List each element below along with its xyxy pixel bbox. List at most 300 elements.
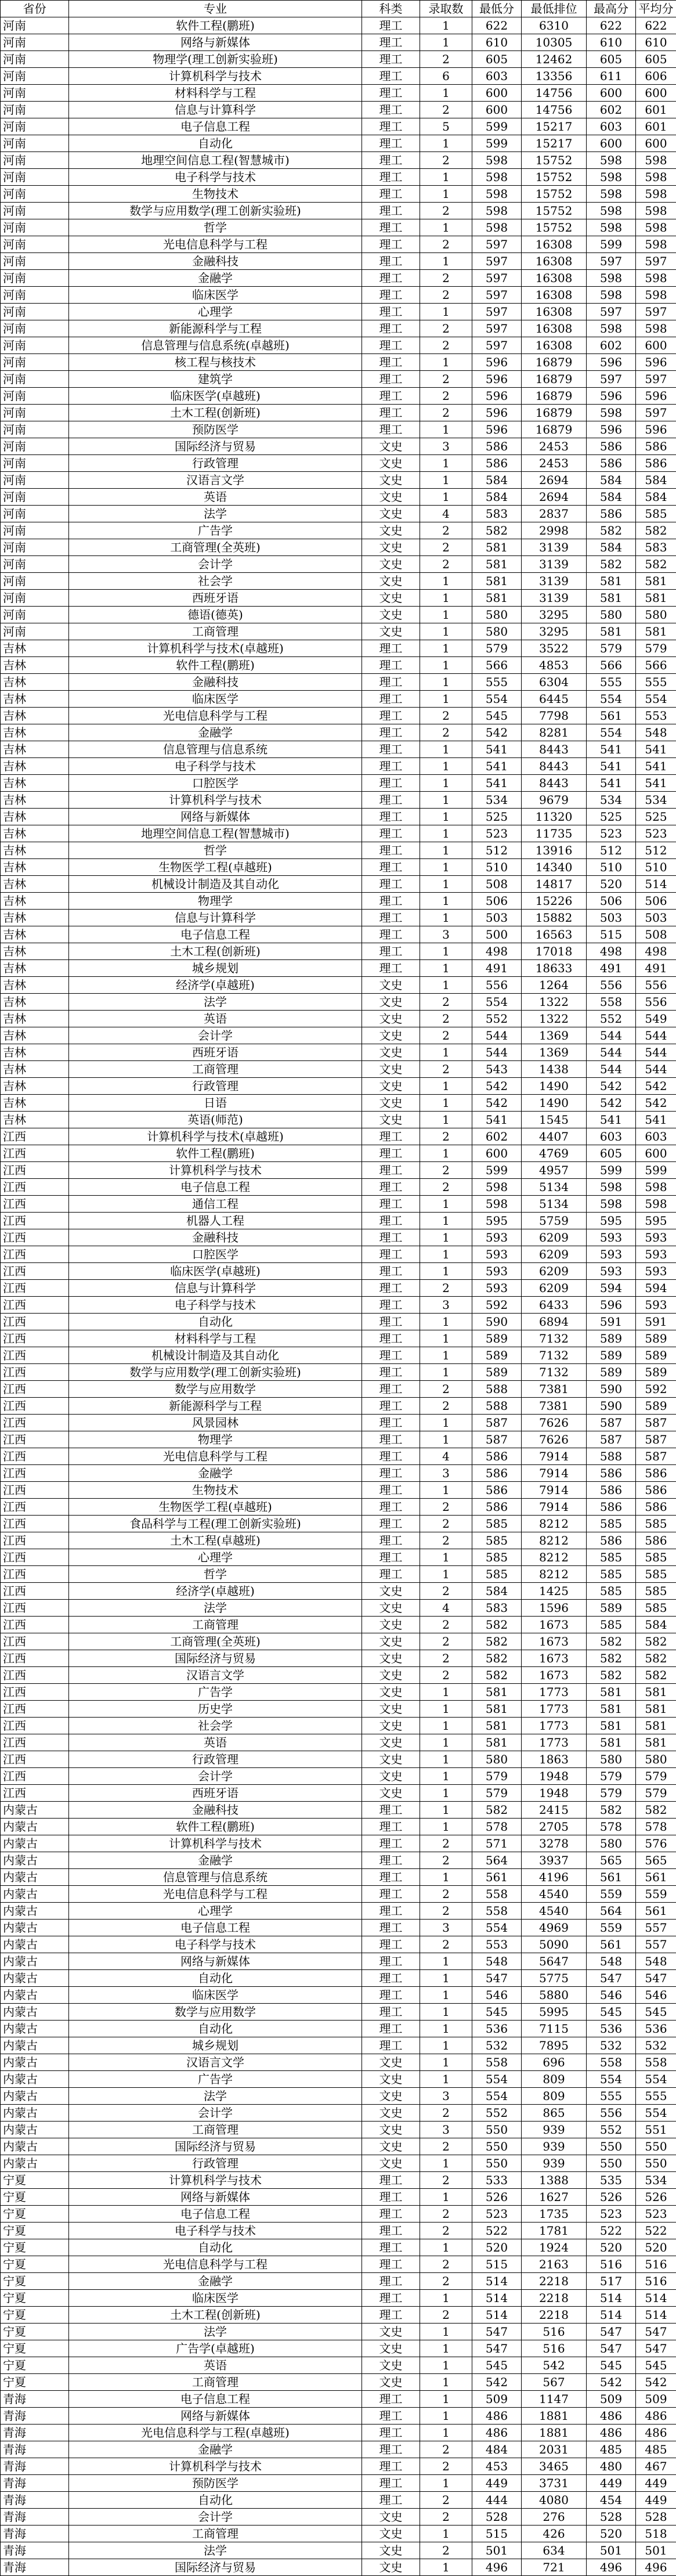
major-cell: 法学 [69,506,362,522]
category-cell: 文史 [362,1583,420,1600]
category-cell: 理工 [362,1314,420,1330]
major-cell: 地理空间信息工程(智慧城市) [69,825,362,842]
min-score-cell: 542 [472,2374,522,2391]
header-category: 科类 [362,1,420,17]
min-score-cell: 545 [472,708,522,724]
avg-score-cell: 598 [636,236,676,253]
max-score-cell: 552 [587,2122,636,2138]
province-cell: 宁夏 [1,2307,69,2324]
admitted-count-cell: 1 [420,2391,472,2408]
max-score-cell: 622 [587,17,636,34]
avg-score-cell: 549 [636,1011,676,1027]
min-score-cell: 544 [472,1044,522,1061]
max-score-cell: 580 [587,1835,636,1852]
min-score-cell: 453 [472,2458,522,2475]
avg-score-cell: 585 [636,1516,676,1532]
major-cell: 自动化 [69,2021,362,2037]
admitted-count-cell: 4 [420,506,472,522]
province-cell: 宁夏 [1,2357,69,2374]
table-row [1,2475,676,2492]
avg-score-cell: 526 [636,2189,676,2206]
province-cell: 河南 [1,287,69,304]
avg-score-cell: 598 [636,186,676,203]
min-rank-cell: 4196 [522,1869,587,1886]
admitted-count-cell: 2 [420,1633,472,1650]
province-cell: 河南 [1,489,69,506]
province-cell: 河南 [1,17,69,34]
max-score-cell: 595 [587,1213,636,1229]
max-score-cell: 579 [587,640,636,657]
avg-score-cell: 544 [636,1044,676,1061]
table-row [1,270,676,287]
major-cell: 数学与应用数学 [69,2004,362,2021]
min-score-cell: 622 [472,17,522,34]
avg-score-cell: 581 [636,1734,676,1751]
province-cell: 河南 [1,253,69,270]
major-cell: 英语 [69,2357,362,2374]
admitted-count-cell: 1 [420,2037,472,2054]
table-row [1,1398,676,1415]
avg-score-cell: 584 [636,489,676,506]
province-cell: 河南 [1,337,69,354]
max-score-cell: 600 [587,85,636,102]
province-cell: 吉林 [1,1078,69,1095]
table-row [1,2559,676,2576]
max-score-cell: 598 [587,320,636,337]
max-score-cell: 480 [587,2458,636,2475]
category-cell: 理工 [362,1381,420,1398]
admitted-count-cell: 2 [420,2223,472,2239]
max-score-cell: 541 [587,775,636,792]
admitted-count-cell: 2 [420,724,472,741]
min-score-cell: 598 [472,1196,522,1213]
min-rank-cell: 1881 [522,2408,587,2425]
province-cell: 内蒙古 [1,1953,69,1970]
category-cell: 理工 [362,2189,420,2206]
table-row [1,1145,676,1162]
major-cell: 工商管理 [69,1617,362,1633]
avg-score-cell: 550 [636,2138,676,2155]
min-rank-cell: 1673 [522,1633,587,1650]
min-rank-cell: 2218 [522,2307,587,2324]
max-score-cell: 586 [587,438,636,455]
admitted-count-cell: 2 [420,2458,472,2475]
major-cell: 法学 [69,2324,362,2340]
avg-score-cell: 534 [636,792,676,809]
avg-score-cell: 548 [636,1953,676,1970]
admitted-count-cell: 1 [420,2374,472,2391]
avg-score-cell: 522 [636,2223,676,2239]
admitted-count-cell: 2 [420,405,472,421]
major-cell: 英语 [69,1011,362,1027]
admitted-count-cell: 1 [420,2004,472,2021]
major-cell: 光电信息科学与工程 [69,708,362,724]
admitted-count-cell: 1 [420,910,472,926]
min-score-cell: 597 [472,304,522,320]
avg-score-cell: 542 [636,1078,676,1095]
avg-score-cell: 516 [636,2256,676,2273]
admitted-count-cell: 2 [420,2307,472,2324]
category-cell: 文史 [362,489,420,506]
avg-score-cell: 541 [636,758,676,775]
major-cell: 行政管理 [69,2155,362,2172]
category-cell: 理工 [362,1297,420,1314]
admitted-count-cell: 1 [420,1953,472,1970]
category-cell: 文史 [362,1701,420,1718]
max-score-cell: 517 [587,2273,636,2290]
min-score-cell: 596 [472,405,522,421]
avg-score-cell: 557 [636,1920,676,1936]
min-rank-cell: 696 [522,2054,587,2071]
category-cell: 文史 [362,977,420,994]
table-row [1,809,676,825]
category-cell: 文史 [362,2105,420,2122]
min-score-cell: 586 [472,1482,522,1499]
table-row [1,657,676,674]
table-row [1,1229,676,1246]
avg-score-cell: 486 [636,2408,676,2425]
table-row [1,1112,676,1128]
max-score-cell: 522 [587,2223,636,2239]
min-score-cell: 541 [472,741,522,758]
category-cell: 文史 [362,522,420,539]
category-cell: 理工 [362,287,420,304]
max-score-cell: 580 [587,1751,636,1768]
category-cell: 理工 [362,1549,420,1566]
min-score-cell: 593 [472,1280,522,1297]
avg-score-cell: 587 [636,1415,676,1431]
table-row [1,573,676,590]
min-rank-cell: 5759 [522,1213,587,1229]
province-cell: 内蒙古 [1,2071,69,2088]
min-rank-cell: 809 [522,2088,587,2105]
avg-score-cell: 514 [636,2290,676,2307]
header-max-score: 最高分 [587,1,636,17]
category-cell: 理工 [362,1179,420,1196]
max-score-cell: 532 [587,2037,636,2054]
category-cell: 理工 [362,1920,420,1936]
min-score-cell: 566 [472,657,522,674]
min-rank-cell: 13916 [522,842,587,859]
category-cell: 理工 [362,1196,420,1213]
min-rank-cell: 3295 [522,607,587,623]
province-cell: 吉林 [1,1027,69,1044]
admitted-count-cell: 1 [420,1330,472,1347]
min-rank-cell: 6445 [522,691,587,708]
major-cell: 光电信息科学与工程(卓越班) [69,2425,362,2441]
major-cell: 经济学(卓越班) [69,1583,362,1600]
province-cell: 吉林 [1,859,69,876]
major-cell: 电子信息工程 [69,926,362,943]
min-score-cell: 512 [472,842,522,859]
min-score-cell: 554 [472,994,522,1011]
max-score-cell: 581 [587,1718,636,1734]
min-score-cell: 571 [472,1835,522,1852]
max-score-cell: 534 [587,792,636,809]
avg-score-cell: 509 [636,2391,676,2408]
admitted-count-cell: 1 [420,943,472,960]
min-rank-cell: 6209 [522,1246,587,1263]
province-cell: 内蒙古 [1,1936,69,1953]
admitted-count-cell: 1 [420,775,472,792]
admitted-count-cell: 2 [420,556,472,573]
province-cell: 内蒙古 [1,1903,69,1920]
table-row [1,1011,676,1027]
admitted-count-cell: 3 [420,2088,472,2105]
admitted-count-cell: 2 [420,1162,472,1179]
province-cell: 青海 [1,2526,69,2542]
table-row [1,1347,676,1364]
avg-score-cell: 498 [636,943,676,960]
province-cell: 江西 [1,1364,69,1381]
admitted-count-cell: 2 [420,371,472,388]
max-score-cell: 491 [587,960,636,977]
min-rank-cell: 1264 [522,977,587,994]
table-row [1,1802,676,1819]
max-score-cell: 523 [587,825,636,842]
table-row [1,1499,676,1516]
province-cell: 河南 [1,388,69,405]
table-row [1,2307,676,2324]
min-score-cell: 596 [472,421,522,438]
max-score-cell: 586 [587,1532,636,1549]
province-cell: 青海 [1,2458,69,2475]
min-rank-cell: 276 [522,2509,587,2526]
min-rank-cell: 12462 [522,51,587,68]
province-cell: 河南 [1,135,69,152]
admitted-count-cell: 2 [420,1835,472,1852]
avg-score-cell: 561 [636,1903,676,1920]
min-rank-cell: 516 [522,2340,587,2357]
max-score-cell: 581 [587,1701,636,1718]
min-score-cell: 582 [472,1617,522,1633]
max-score-cell: 526 [587,2189,636,2206]
province-cell: 吉林 [1,724,69,741]
category-cell: 理工 [362,68,420,85]
table-row [1,2290,676,2307]
avg-score-cell: 506 [636,893,676,910]
min-rank-cell: 2694 [522,489,587,506]
province-cell: 江西 [1,1196,69,1213]
major-cell: 行政管理 [69,1751,362,1768]
min-rank-cell: 1438 [522,1061,587,1078]
max-score-cell: 582 [587,1667,636,1684]
major-cell: 社会学 [69,573,362,590]
province-cell: 江西 [1,1330,69,1347]
min-score-cell: 498 [472,943,522,960]
admitted-count-cell: 1 [420,977,472,994]
major-cell: 自动化 [69,2492,362,2509]
major-cell: 电子信息工程 [69,1920,362,1936]
table-row [1,1886,676,1903]
table-row [1,34,676,51]
avg-score-cell: 585 [636,506,676,522]
province-cell: 河南 [1,405,69,421]
min-score-cell: 584 [472,1583,522,1600]
avg-score-cell: 536 [636,2021,676,2037]
max-score-cell: 580 [587,607,636,623]
max-score-cell: 546 [587,1987,636,2004]
province-cell: 内蒙古 [1,2122,69,2138]
category-cell: 文史 [362,1600,420,1617]
max-score-cell: 547 [587,1970,636,1987]
min-score-cell: 580 [472,607,522,623]
avg-score-cell: 601 [636,118,676,135]
min-score-cell: 547 [472,1970,522,1987]
min-score-cell: 581 [472,590,522,607]
category-cell: 理工 [362,758,420,775]
min-rank-cell: 4080 [522,2492,587,2509]
table-row [1,135,676,152]
min-rank-cell: 2694 [522,472,587,489]
avg-score-cell: 547 [636,1970,676,1987]
min-score-cell: 579 [472,1768,522,1785]
min-rank-cell: 14756 [522,102,587,118]
province-cell: 吉林 [1,994,69,1011]
max-score-cell: 515 [587,926,636,943]
avg-score-cell: 581 [636,1718,676,1734]
major-cell: 电子科学与技术 [69,1936,362,1953]
max-score-cell: 558 [587,2054,636,2071]
province-cell: 吉林 [1,657,69,674]
max-score-cell: 598 [587,152,636,169]
admitted-count-cell: 1 [420,2290,472,2307]
category-cell: 理工 [362,1886,420,1903]
table-row [1,2509,676,2526]
min-rank-cell: 16879 [522,388,587,405]
admitted-count-cell: 1 [420,1213,472,1229]
admitted-count-cell: 4 [420,1448,472,1465]
min-score-cell: 598 [472,1179,522,1196]
major-cell: 金融学 [69,1465,362,1482]
province-cell: 青海 [1,2509,69,2526]
admitted-count-cell: 2 [420,1886,472,1903]
min-score-cell: 544 [472,1027,522,1044]
avg-score-cell: 576 [636,1835,676,1852]
max-score-cell: 596 [587,421,636,438]
table-row [1,1566,676,1583]
table-header-row [1,1,676,17]
category-cell: 理工 [362,2475,420,2492]
max-score-cell: 545 [587,2357,636,2374]
avg-score-cell: 532 [636,2037,676,2054]
avg-score-cell: 551 [636,2122,676,2138]
admitted-count-cell: 2 [420,1667,472,1684]
avg-score-cell: 491 [636,960,676,977]
table-row [1,287,676,304]
table-row [1,354,676,371]
admitted-count-cell: 2 [420,1583,472,1600]
category-cell: 理工 [362,926,420,943]
table-row [1,2223,676,2239]
major-cell: 光电信息科学与工程 [69,236,362,253]
min-rank-cell: 15752 [522,219,587,236]
table-row [1,2408,676,2425]
min-rank-cell: 13356 [522,68,587,85]
max-score-cell: 598 [587,405,636,421]
province-cell: 江西 [1,1347,69,1364]
table-row [1,85,676,102]
max-score-cell: 449 [587,2475,636,2492]
major-cell: 食品科学与工程(理工创新实验班) [69,1516,362,1532]
min-rank-cell: 4969 [522,1920,587,1936]
admitted-count-cell: 6 [420,68,472,85]
table-row [1,118,676,135]
min-rank-cell: 5090 [522,1936,587,1953]
table-row [1,186,676,203]
province-cell: 青海 [1,2425,69,2441]
major-cell: 预防医学 [69,2475,362,2492]
major-cell: 金融科技 [69,1802,362,1819]
category-cell: 文史 [362,1768,420,1785]
min-score-cell: 586 [472,1465,522,1482]
admitted-count-cell: 1 [420,2324,472,2340]
admitted-count-cell: 2 [420,539,472,556]
avg-score-cell: 525 [636,809,676,825]
table-row [1,320,676,337]
max-score-cell: 600 [587,135,636,152]
province-cell: 吉林 [1,876,69,893]
province-cell: 江西 [1,1667,69,1684]
province-cell: 江西 [1,1566,69,1583]
max-score-cell: 598 [587,287,636,304]
major-cell: 网络与新媒体 [69,2408,362,2425]
category-cell: 文史 [362,438,420,455]
province-cell: 吉林 [1,792,69,809]
table-row [1,1415,676,1431]
province-cell: 河南 [1,522,69,539]
category-cell: 理工 [362,792,420,809]
table-row [1,2273,676,2290]
max-score-cell: 547 [587,2340,636,2357]
admitted-count-cell: 1 [420,590,472,607]
max-score-cell: 586 [587,506,636,522]
min-rank-cell: 3278 [522,1835,587,1852]
admitted-count-cell: 1 [420,489,472,506]
category-cell: 文史 [362,506,420,522]
category-cell: 文史 [362,1011,420,1027]
admitted-count-cell: 1 [420,1263,472,1280]
table-row [1,405,676,421]
category-cell: 理工 [362,910,420,926]
min-score-cell: 596 [472,388,522,405]
max-score-cell: 566 [587,657,636,674]
major-cell: 西班牙语 [69,590,362,607]
max-score-cell: 599 [587,236,636,253]
max-score-cell: 544 [587,1044,636,1061]
avg-score-cell: 518 [636,2526,676,2542]
province-cell: 宁夏 [1,2172,69,2189]
table-row [1,2021,676,2037]
min-rank-cell: 865 [522,2105,587,2122]
province-cell: 吉林 [1,910,69,926]
admitted-count-cell: 2 [420,1650,472,1667]
avg-score-cell: 579 [636,1768,676,1785]
max-score-cell: 564 [587,1903,636,1920]
major-cell: 生物医学工程(卓越班) [69,1499,362,1516]
avg-score-cell: 598 [636,219,676,236]
avg-score-cell: 550 [636,2155,676,2172]
table-row [1,304,676,320]
avg-score-cell: 593 [636,1263,676,1280]
table-row [1,2206,676,2223]
major-cell: 法学 [69,994,362,1011]
table-row [1,724,676,741]
province-cell: 内蒙古 [1,1886,69,1903]
province-cell: 河南 [1,102,69,118]
min-rank-cell: 1881 [522,2425,587,2441]
min-score-cell: 543 [472,1061,522,1078]
